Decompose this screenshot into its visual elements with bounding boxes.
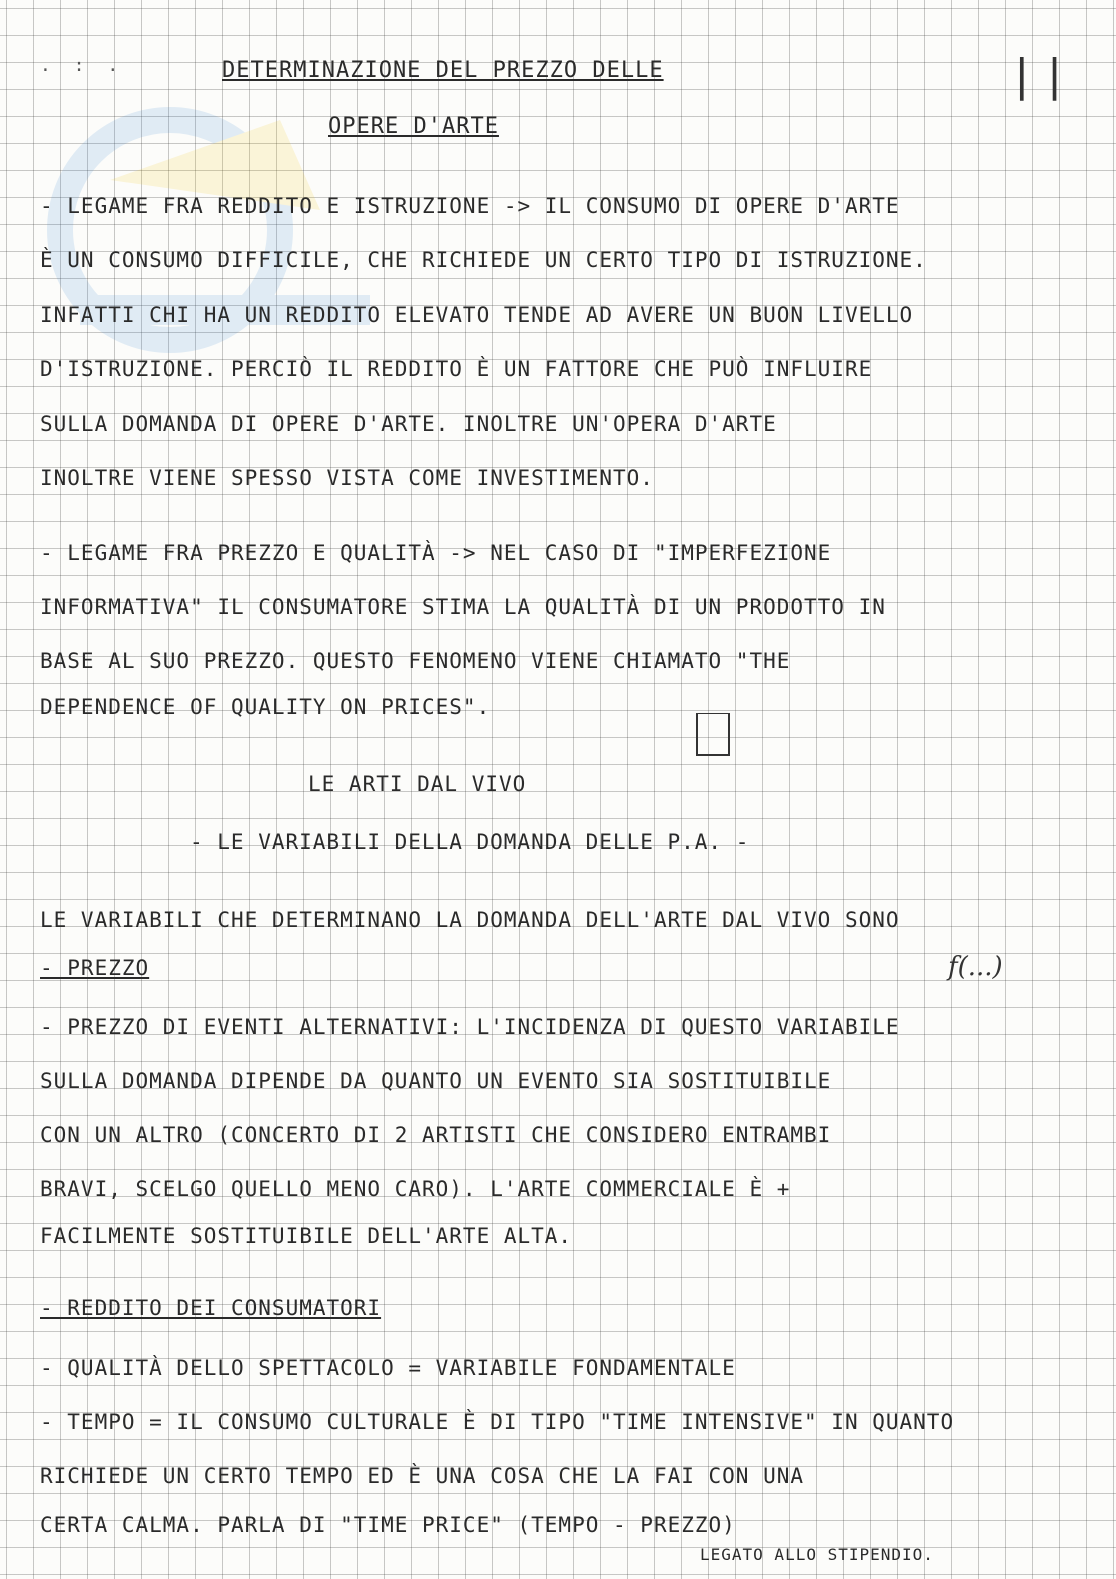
paragraph2-line-4: DEPENDENCE OF QUALITY ON PRICES". [40, 695, 491, 719]
section-subtitle: - LE VARIABILI DELLA DOMANDA DELLE P.A. - [190, 830, 750, 854]
section-title: LE ARTI DAL VIVO [308, 772, 527, 796]
paragraph3-line-1: LE VARIABILI CHE DETERMINANO LA DOMANDA DELL'ARTE DAL VIVO SONO [40, 908, 900, 932]
paragraph1-line-6: INOLTRE VIENE SPESSO VISTA COME INVESTIMENTO. [40, 466, 654, 490]
paragraph2-line-2: INFORMATIVA" IL CONSUMATORE STIMA LA QUALITÀ DI UN PRODOTTO IN [40, 595, 886, 619]
paragraph4-line-6: LEGATO ALLO STIPENDIO. [700, 1545, 934, 1564]
paragraph2-line-3: BASE AL SUO PREZZO. QUESTO FENOMENO VIENE CHIAMATO "THE [40, 649, 791, 673]
paragraph4-line-5: CERTA CALMA. PARLA DI "TIME PRICE" (TEMPO - PREZZO) [40, 1513, 736, 1537]
paragraph4-line-3: - TEMPO = IL CONSUMO CULTURALE È DI TIPO "TIME INTENSIVE" IN QUANTO [40, 1410, 955, 1434]
paragraph3-line-2: - PREZZO [40, 956, 150, 980]
paragraph3-line-7: FACILMENTE SOSTITUIBILE DELL'ARTE ALTA. [40, 1224, 573, 1248]
paragraph1-line-2: È UN CONSUMO DIFFICILE, CHE RICHIEDE UN CERTO TIPO DI ISTRUZIONE. [40, 248, 927, 272]
paragraph3-line-4: SULLA DOMANDA DIPENDE DA QUANTO UN EVENTO SIA SOSTITUIBILE [40, 1069, 832, 1093]
paragraph3-line-6: BRAVI, SCELGO QUELLO MENO CARO). L'ARTE COMMERCIALE È + [40, 1177, 791, 1201]
paragraph3-line-5: CON UN ALTRO (CONCERTO DI 2 ARTISTI CHE CONSIDERO ENTRAMBI [40, 1123, 832, 1147]
paragraph4-line-2: - QUALITÀ DELLO SPETTACOLO = VARIABILE FONDAMENTALE [40, 1356, 736, 1380]
paragraph2-line-1: - LEGAME FRA PREZZO E QUALITÀ -> NEL CASO DI "IMPERFEZIONE [40, 541, 832, 565]
paragraph4-line-1: - REDDITO DEI CONSUMATORI [40, 1296, 382, 1320]
paragraph1-line-1: - LEGAME FRA REDDITO E ISTRUZIONE -> IL CONSUMO DI OPERE D'ARTE [40, 194, 900, 218]
corner-marks: | | [1014, 50, 1064, 101]
margin-marks: . : . [40, 55, 125, 76]
paragraph4-line-4: RICHIEDE UN CERTO TEMPO ED È UNA COSA CHE LA FAI CON UNA [40, 1464, 805, 1488]
paragraph3-line-3: - PREZZO DI EVENTI ALTERNATIVI: L'INCIDENZA DI QUESTO VARIABILE [40, 1015, 900, 1039]
paragraph1-line-3: INFATTI CHI HA UN REDDITO ELEVATO TENDE AD AVERE UN BUON LIVELLO [40, 303, 914, 327]
watermark-logo [20, 60, 440, 390]
box-mark [696, 713, 730, 756]
paragraph1-line-4: D'ISTRUZIONE. PERCIÒ IL REDDITO È UN FATTORE CHE PUÒ INFLUIRE [40, 357, 873, 381]
page-title: DETERMINAZIONE DEL PREZZO DELLE [222, 58, 664, 83]
page-subtitle: OPERE D'ARTE [328, 114, 499, 139]
paragraph1-line-5: SULLA DOMANDA DI OPERE D'ARTE. INOLTRE UN'OPERA D'ARTE [40, 412, 777, 436]
formula-note: f(...) [948, 952, 1003, 982]
